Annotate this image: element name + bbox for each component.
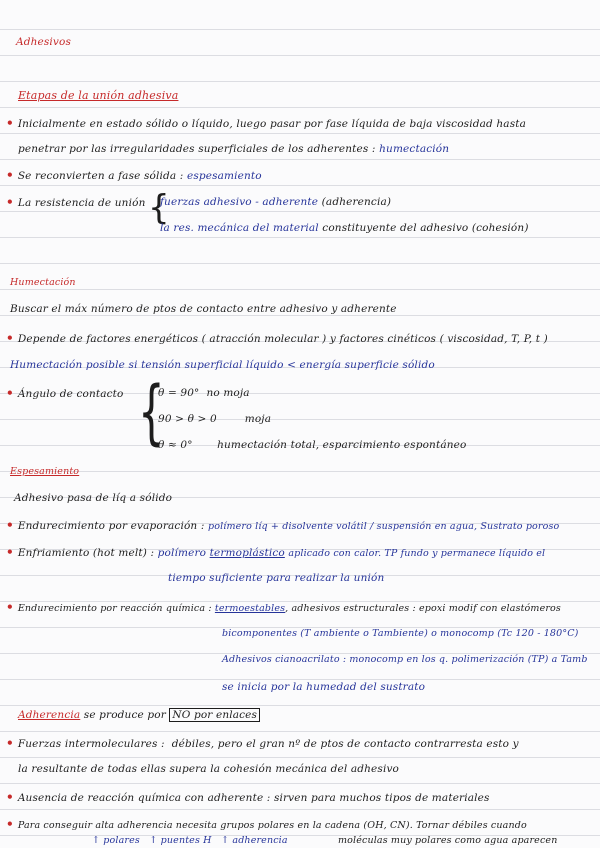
resistencia-option-2: la res. mecánica del material constituyente del adhesivo (cohesión) [160, 222, 529, 234]
adherencia-heading-row: Adherencia se produce por NO por enlaces [18, 708, 260, 722]
etapas-bullet-2: • Se reconvierten a fase sólida : espesamiento [6, 168, 262, 182]
curly-brace-icon: { [138, 371, 165, 453]
humectacion-line-2: Humectación posible si tensión superficial líquido < energía superficie sólido [10, 359, 435, 371]
document-title: Adhesivos [16, 36, 72, 48]
bullet-dot: • [6, 331, 14, 345]
espesamiento-bullet-2-cont: tiempo suficiente para realizar la unión [168, 572, 385, 584]
espesamiento-line-1: Adhesivo pasa de líq a sólido [14, 492, 173, 504]
curly-brace-icon: { [148, 188, 170, 228]
humectacion-bullet-1: • Depende de factores energéticos ( atracción molecular ) y factores cinéticos ( viscosidad, T, P, t ) [6, 331, 548, 345]
espesamiento-bullet-2: • Enfriamiento (hot melt) : polímero termoplástico aplicado con calor. TP fundo y permanece líquido el [6, 545, 546, 559]
bullet-dot: • [6, 116, 14, 130]
adherencia-bullet-3: • Para conseguir alta adherencia necesita grupos polares en la cadena (OH, CN). Tornar débiles cuando [6, 817, 527, 831]
angle-row-3: θ ≈ 0° humectación total, esparcimiento espontáneo [158, 439, 467, 451]
section-heading-humectacion: Humectación [10, 277, 76, 288]
etapas-bullet-3: • La resistencia de unión [6, 195, 146, 209]
section-heading-etapas: Etapas de la unión adhesiva [18, 89, 179, 102]
bullet-dot: • [6, 195, 14, 209]
adherencia-bullet-1: • Fuerzas intermoleculares : débiles, pero el gran nº de ptos de contacto contrarresta esto y [6, 736, 519, 750]
espesamiento-bullet-3-cont-3: se inicia por la humedad del sustrato [222, 681, 426, 693]
bullet-dot: • [6, 168, 14, 182]
bullet-dot: • [6, 817, 14, 831]
adherencia-bullet-3-cont: moléculas muy polares como agua aparecen [338, 835, 558, 846]
angle-lead: • Ángulo de contacto [6, 386, 124, 400]
adherencia-bullet-1-cont: la resultante de todas ellas supera la cohesión mecánica del adhesivo [18, 763, 400, 775]
bullet-dot: • [6, 736, 14, 750]
espesamiento-bullet-1: • Endurecimiento por evaporación : polímero líq + disolvente volátil / suspensión en agua, Sustrato poroso [6, 518, 560, 532]
bullet-dot: • [6, 545, 14, 559]
section-heading-adherencia: Adherencia [18, 709, 81, 721]
espesamiento-bullet-3: • Endurecimiento por reacción química : termoestables, adhesivos estructurales : epoxi modif con elastómeros [6, 600, 561, 614]
bullet-dot: • [6, 790, 14, 804]
bullet-dot: • [6, 600, 14, 614]
etapas-bullet-1-cont: penetrar por las irregularidades superficiales de los adherentes : humectación [18, 143, 450, 155]
bullet-dot: • [6, 386, 14, 400]
angle-row-2: 90 > θ > 0 moja [158, 413, 272, 425]
adherencia-footnote: ↑ polares ↑ puentes H ↑ adherencia [92, 835, 288, 846]
espesamiento-bullet-3-cont-2: Adhesivos cianoacrilato : monocomp en los q. polimerización (TP) a Tamb [222, 654, 588, 665]
note-box: NO por enlaces [169, 708, 260, 722]
espesamiento-bullet-3-cont-1: bicomponentes (T ambiente o Tambiente) o monocomp (Tc 120 - 180°C) [222, 628, 579, 639]
bullet-dot: • [6, 518, 14, 532]
etapas-bullet-1: • Inicialmente en estado sólido o líquido, luego pasar por fase líquida de baja viscosidad hasta [6, 116, 527, 130]
resistencia-option-1: fuerzas adhesivo - adherente (adherencia) [160, 196, 392, 208]
section-heading-espesamiento: Espesamiento [10, 466, 80, 477]
humectacion-line-1: Buscar el máx número de ptos de contacto entre adhesivo y adherente [10, 303, 397, 315]
angle-row-1: θ = 90° no moja [158, 387, 250, 399]
adherencia-bullet-2: • Ausencia de reacción química con adherente : sirven para muchos tipos de materiales [6, 790, 490, 804]
